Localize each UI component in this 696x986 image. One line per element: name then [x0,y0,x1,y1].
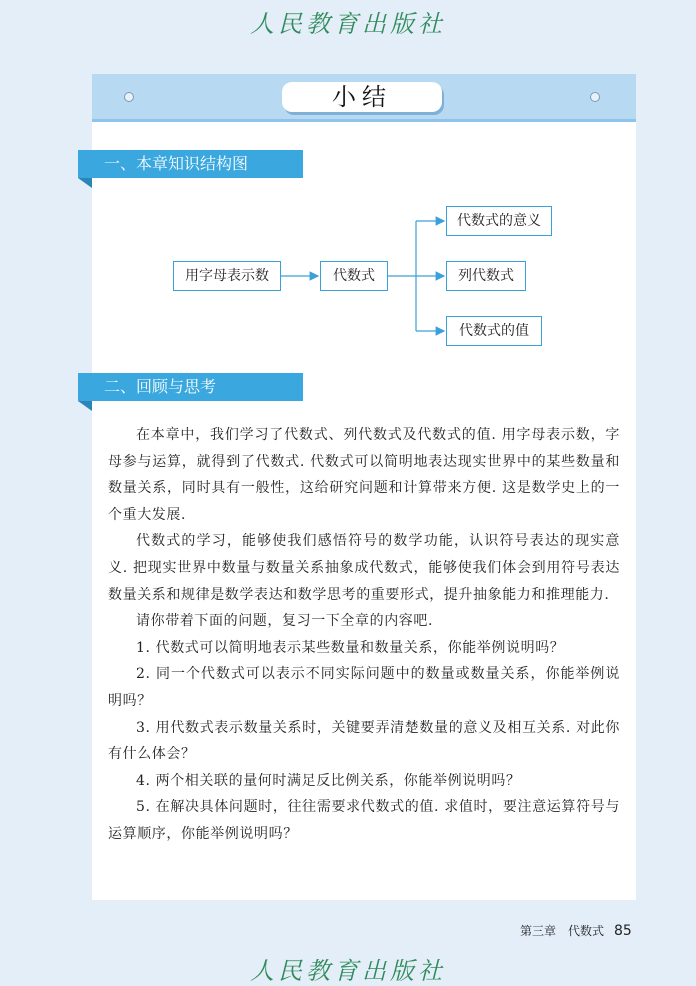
review-body [108,422,620,848]
publisher-logo-bottom: 人民教育出版社 [250,957,446,985]
page-footer [520,922,632,939]
section-heading-review: 二、回顾与思考 [78,373,303,401]
question-item: 1. 代数式可以简明地表示某些数量和数量关系，你能举例说明吗？ [136,639,565,656]
paragraph: 请你带着下面的问题，复习一下全章的内容吧. [136,613,434,630]
title-band [92,74,636,122]
question-item: 2. 同一个代数式可以表示不同实际问题中的数量或数量关系，你能举例说明吗？ [108,666,620,709]
question-item: 4. 两个相关联的量何时满足反比例关系，你能举例说明吗？ [136,772,521,789]
diagram-node-source: 用字母表示数 [173,261,281,291]
chapter-label: 第三章 代数式 [520,924,605,938]
question-item: 3. 用代数式表示数量关系时，关键要弄清楚数量的意义及相互关系. 对此你有什么体会？ [108,719,620,763]
diagram-node-branch-2: 列代数式 [446,261,526,291]
binder-hole-icon [590,92,600,102]
paragraph: 代数式的学习，能够使我们感悟符号的数学功能，认识符号表达的现实意义. 把现实世界中数量与数量关系抽象成代数式，能够使我们体会到用符号表达数量关系和规律是数学表达和数学思考的重要形式，提升抽象能力和推理能力. [108,533,620,603]
diagram-node-branch-1: 代数式的意义 [446,206,552,236]
question-item: 5. 在解决具体问题时，往往需要求代数式的值. 求值时，要注意运算符号与运算顺序，你能举例说明吗？ [108,799,620,842]
paragraph: 在本章中，我们学习了代数式、列代数式及代数式的值. 用字母表示数，字母参与运算，就得到了代数式. 代数式可以简明地表达现实世界中的某些数量和数量关系，同时具有一般性，这给研究问题和计算带来方便. 这是数学史上的一个重大发展. [108,427,620,523]
page-number: 85 [614,923,632,939]
diagram-node-branch-3: 代数式的值 [446,316,542,346]
publisher-logo-top: 人民教育出版社 [250,10,446,38]
diagram-node-center: 代数式 [320,261,388,291]
binder-hole-icon [124,92,134,102]
section-heading-structure: 一、本章知识结构图 [78,150,303,178]
page-title: 小结 [282,82,442,112]
